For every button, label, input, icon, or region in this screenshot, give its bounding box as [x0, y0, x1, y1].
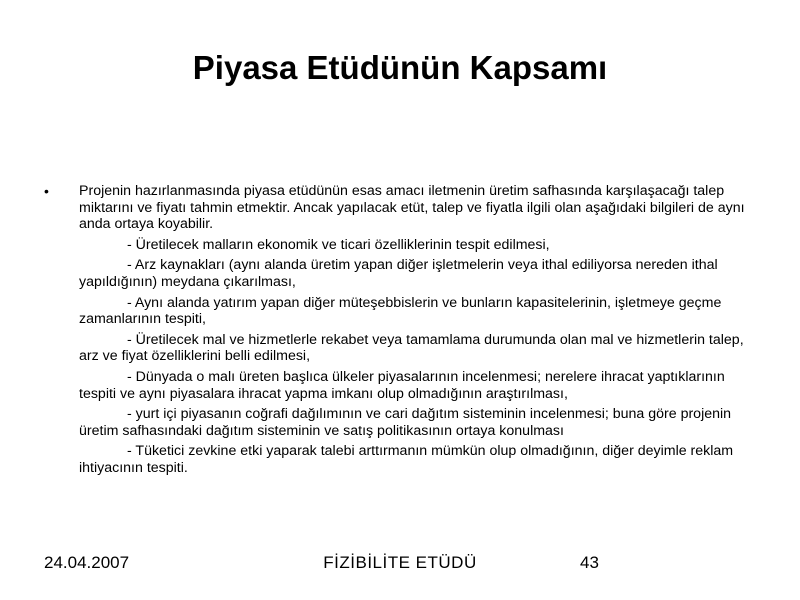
list-item: - Aynı alanda yatırım yapan diğer müteşebbislerin ve bunların kapasitelerinin, işletmeye geçme zamanlarının tespiti,: [79, 294, 722, 328]
list-item: - Dünyada o malı üreten başlıca ülkeler piyasalarının incelenmesi; nerelere ihracat yaptıklarının tespiti ve aynı piyasalara ihracat yapma imkanı olup olmadığının araştırılması,: [79, 368, 725, 402]
bullet-icon: •: [44, 183, 49, 199]
list-item: - Üretilecek malların ekonomik ve ticari özelliklerinin tespit edilmesi,: [127, 236, 550, 253]
list-item: - Arz kaynakları (aynı alanda üretim yapan diğer işletmelerin veya ithal ediliyorsa nereden ithal yapıldığının) meydana çıkarılması,: [79, 257, 718, 290]
footer-date: 24.04.2007: [44, 553, 130, 572]
page-number: 43: [580, 553, 599, 572]
list-item: - yurt içi piyasanın coğrafi dağılımının ve cari dağıtım sisteminin incelenmesi; buna göre projenin üretim safhasındaki dağıtım sisteminin ve satış politikasının ortaya konulması: [79, 406, 732, 439]
intro-paragraph: Projenin hazırlanmasında piyasa etüdünün esas amacı iletmenin üretim safhasında karşılaşacağı talep miktarını ve fiyatı tahmin etmektir. Ancak yapılacak etüt, talep ve fiyatla ilgili olan aşağıdaki bilgileri de aynı anda ortaya koyabilir.: [79, 183, 745, 233]
list-item: - Tüketici zevkine etki yaparak talebi arttırmanın mümkün olup olmadığının, diğer deyimle reklam ihtiyacının tespiti.: [79, 443, 734, 476]
slide-title: Piyasa Etüdünün Kapsamı: [192, 49, 608, 86]
list-item: - Üretilecek mal ve hizmetlerle rekabet veya tamamlama durumunda olan mal ve hizmetlerin talep, arz ve fiyat özelliklerini belli edilmesi,: [79, 331, 744, 365]
bullet-item: [44, 183, 760, 477]
slide-content: [44, 183, 760, 481]
footer-title: FİZİBİLİTE ETÜDÜ: [323, 553, 477, 572]
